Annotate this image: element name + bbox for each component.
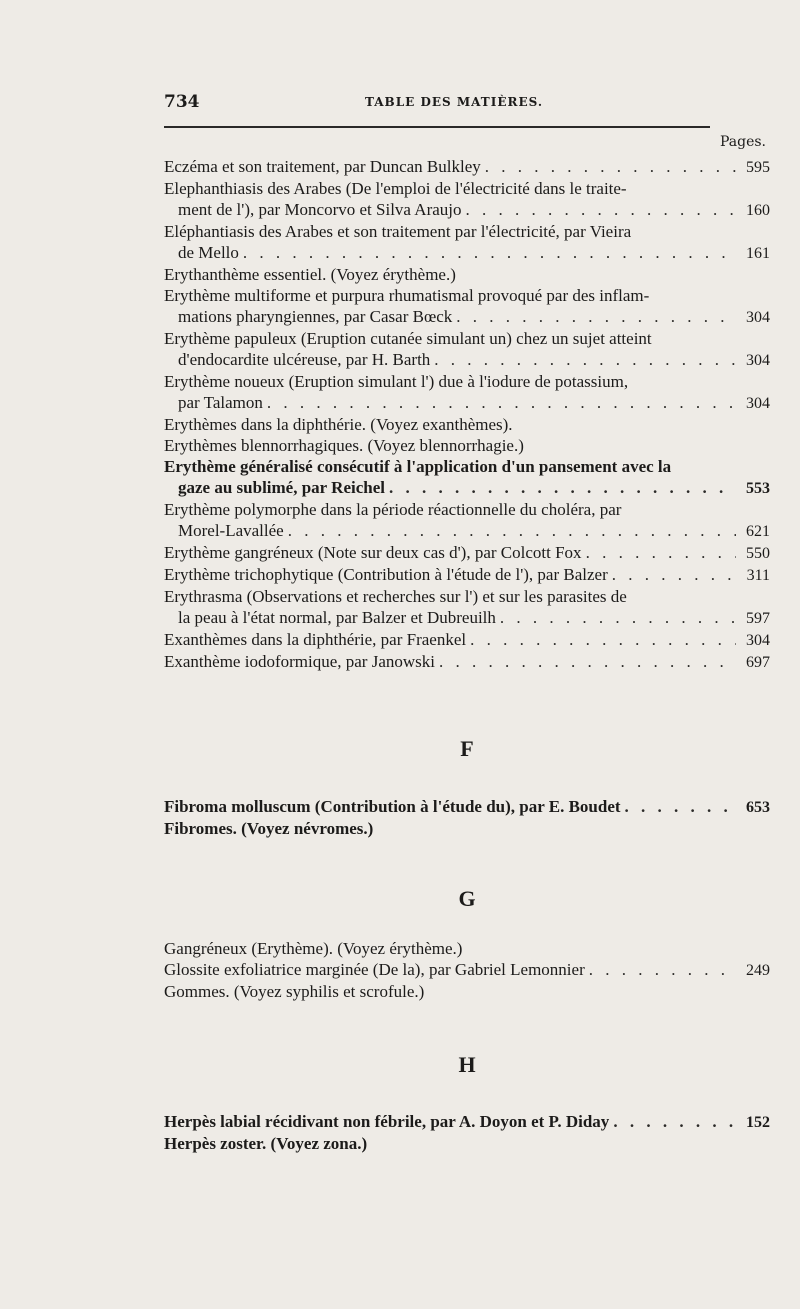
entry-text: Erythrasma (Observations et recherches sur l') et sur les parasites de bbox=[164, 587, 627, 606]
section-letter-h: H bbox=[458, 1052, 476, 1077]
index-entry bbox=[164, 435, 770, 456]
entry-text: Eczéma et son traitement, par Duncan Bulkley bbox=[164, 157, 481, 176]
entry-text: Erythème noueux (Eruption simulant l') due à l'iodure de potassium, bbox=[164, 372, 629, 391]
page-number: 734 bbox=[164, 92, 200, 112]
index-entry bbox=[164, 796, 770, 818]
entry-text: d'endocardite ulcéreuse, par H. Barth bbox=[178, 350, 431, 369]
entry-text: gaze au sublimé, par Reichel bbox=[178, 478, 385, 497]
entry-page: 304 bbox=[746, 395, 770, 412]
entry-text: mations pharyngiennes, par Casar Bœck bbox=[178, 307, 453, 326]
index-entry bbox=[164, 456, 770, 499]
index-entry bbox=[164, 564, 770, 586]
index-entry bbox=[164, 285, 770, 328]
entry-text: par Talamon bbox=[178, 393, 263, 412]
index-entry bbox=[164, 959, 770, 981]
entry-text: Erythèmes dans la diphthérie. (Voyez exanthèmes). bbox=[164, 415, 513, 434]
dot-leader bbox=[612, 564, 736, 585]
dot-leader bbox=[589, 959, 736, 980]
entry-text: Eléphantiasis des Arabes et son traitement par l'électricité, par Vieira bbox=[164, 222, 632, 241]
entry-page: 304 bbox=[746, 309, 770, 326]
dot-leader bbox=[485, 156, 736, 177]
index-entry bbox=[164, 651, 770, 673]
index-entry bbox=[164, 542, 770, 564]
entry-text: Exanthème iodoformique, par Janowski bbox=[164, 652, 435, 671]
entry-page: 161 bbox=[746, 245, 770, 262]
entry-text: Gommes. (Voyez syphilis et scrofule.) bbox=[164, 982, 425, 1001]
entry-text: Exanthèmes dans la diphthérie, par Fraenkel bbox=[164, 630, 467, 649]
header-title: TABLE DES MATIÈRES. bbox=[364, 95, 544, 109]
index-section-g bbox=[164, 938, 770, 1002]
entry-text: Herpès zoster. (Voyez zona.) bbox=[164, 1134, 368, 1153]
index-entry bbox=[164, 264, 770, 285]
dot-leader bbox=[434, 349, 736, 370]
dot-leader bbox=[466, 199, 737, 220]
entry-page: 304 bbox=[746, 352, 770, 369]
index-entry bbox=[164, 221, 770, 264]
entry-page: 697 bbox=[746, 654, 770, 671]
entry-text: de Mello bbox=[178, 243, 239, 262]
index-entry bbox=[164, 499, 770, 542]
dot-leader bbox=[288, 520, 736, 541]
entry-text: Glossite exfoliatrice marginée (De la), par Gabriel Lemonnier bbox=[164, 960, 585, 979]
entry-page: 595 bbox=[746, 159, 770, 176]
dot-leader bbox=[470, 629, 736, 650]
section-letter-f: F bbox=[460, 736, 474, 761]
index-entry bbox=[164, 586, 770, 629]
index-section-h bbox=[164, 1111, 770, 1154]
dot-leader bbox=[500, 607, 736, 628]
dot-leader bbox=[243, 242, 736, 263]
dot-leader bbox=[389, 477, 736, 498]
index-entry bbox=[164, 328, 770, 371]
entry-text: Fibromes. (Voyez névromes.) bbox=[164, 819, 374, 838]
entry-page: 249 bbox=[746, 962, 770, 979]
dot-leader bbox=[625, 796, 736, 817]
entry-page: 553 bbox=[746, 480, 770, 497]
running-head bbox=[164, 92, 710, 118]
entry-page: 311 bbox=[746, 567, 770, 584]
entry-page: 304 bbox=[746, 632, 770, 649]
entry-page: 152 bbox=[746, 1114, 770, 1131]
dot-leader bbox=[267, 392, 736, 413]
entry-page: 653 bbox=[746, 799, 770, 816]
dot-leader bbox=[439, 651, 736, 672]
index-entry bbox=[164, 371, 770, 414]
section-letter-g: G bbox=[458, 886, 476, 911]
index-entry bbox=[164, 156, 770, 178]
index-entry bbox=[164, 818, 770, 839]
index-entry bbox=[164, 178, 770, 221]
index-entry bbox=[164, 1111, 770, 1133]
entry-text: Erythème trichophytique (Contribution à l'étude de l'), par Balzer bbox=[164, 565, 608, 584]
entry-text: Erythèmes blennorrhagiques. (Voyez blennorrhagie.) bbox=[164, 436, 524, 455]
index-entry bbox=[164, 414, 770, 435]
entry-text: Gangréneux (Erythème). (Voyez érythème.) bbox=[164, 939, 463, 958]
entry-text: Erythème polymorphe dans la période réactionnelle du choléra, par bbox=[164, 500, 622, 519]
index-entry bbox=[164, 629, 770, 651]
dot-leader bbox=[456, 306, 736, 327]
dot-leader bbox=[613, 1111, 736, 1132]
entry-text: Herpès labial récidivant non fébrile, par A. Doyon et P. Diday bbox=[164, 1112, 610, 1131]
entry-text: Erythème papuleux (Eruption cutanée simulant un) chez un sujet atteint bbox=[164, 329, 652, 348]
index-entry bbox=[164, 938, 770, 959]
entry-text: Erythanthème essentiel. (Voyez érythème.) bbox=[164, 265, 456, 284]
entry-page: 597 bbox=[746, 610, 770, 627]
pages-column-label: Pages. bbox=[719, 134, 766, 150]
entry-page: 160 bbox=[746, 202, 770, 219]
index-section-f bbox=[164, 796, 770, 839]
entry-text: Erythème généralisé consécutif à l'application d'un pansement avec la bbox=[164, 457, 672, 476]
index-section-e bbox=[164, 156, 770, 673]
entry-page: 621 bbox=[746, 523, 770, 540]
entry-text: Erythème multiforme et purpura rhumatismal provoqué par des inflam- bbox=[164, 286, 650, 305]
index-entry bbox=[164, 981, 770, 1002]
entry-page: 550 bbox=[746, 545, 770, 562]
entry-text: Morel-Lavallée bbox=[178, 521, 284, 540]
header-rule bbox=[164, 126, 710, 128]
entry-text: ment de l'), par Moncorvo et Silva Araujo bbox=[178, 200, 462, 219]
index-entry bbox=[164, 1133, 770, 1154]
entry-text: Fibroma molluscum (Contribution à l'étude du), par E. Boudet bbox=[164, 797, 621, 816]
entry-text: Elephanthiasis des Arabes (De l'emploi de l'électricité dans le traite- bbox=[164, 179, 627, 198]
entry-text: Erythème gangréneux (Note sur deux cas d'), par Colcott Fox bbox=[164, 543, 582, 562]
dot-leader bbox=[586, 542, 736, 563]
entry-text: la peau à l'état normal, par Balzer et Dubreuilh bbox=[178, 608, 496, 627]
